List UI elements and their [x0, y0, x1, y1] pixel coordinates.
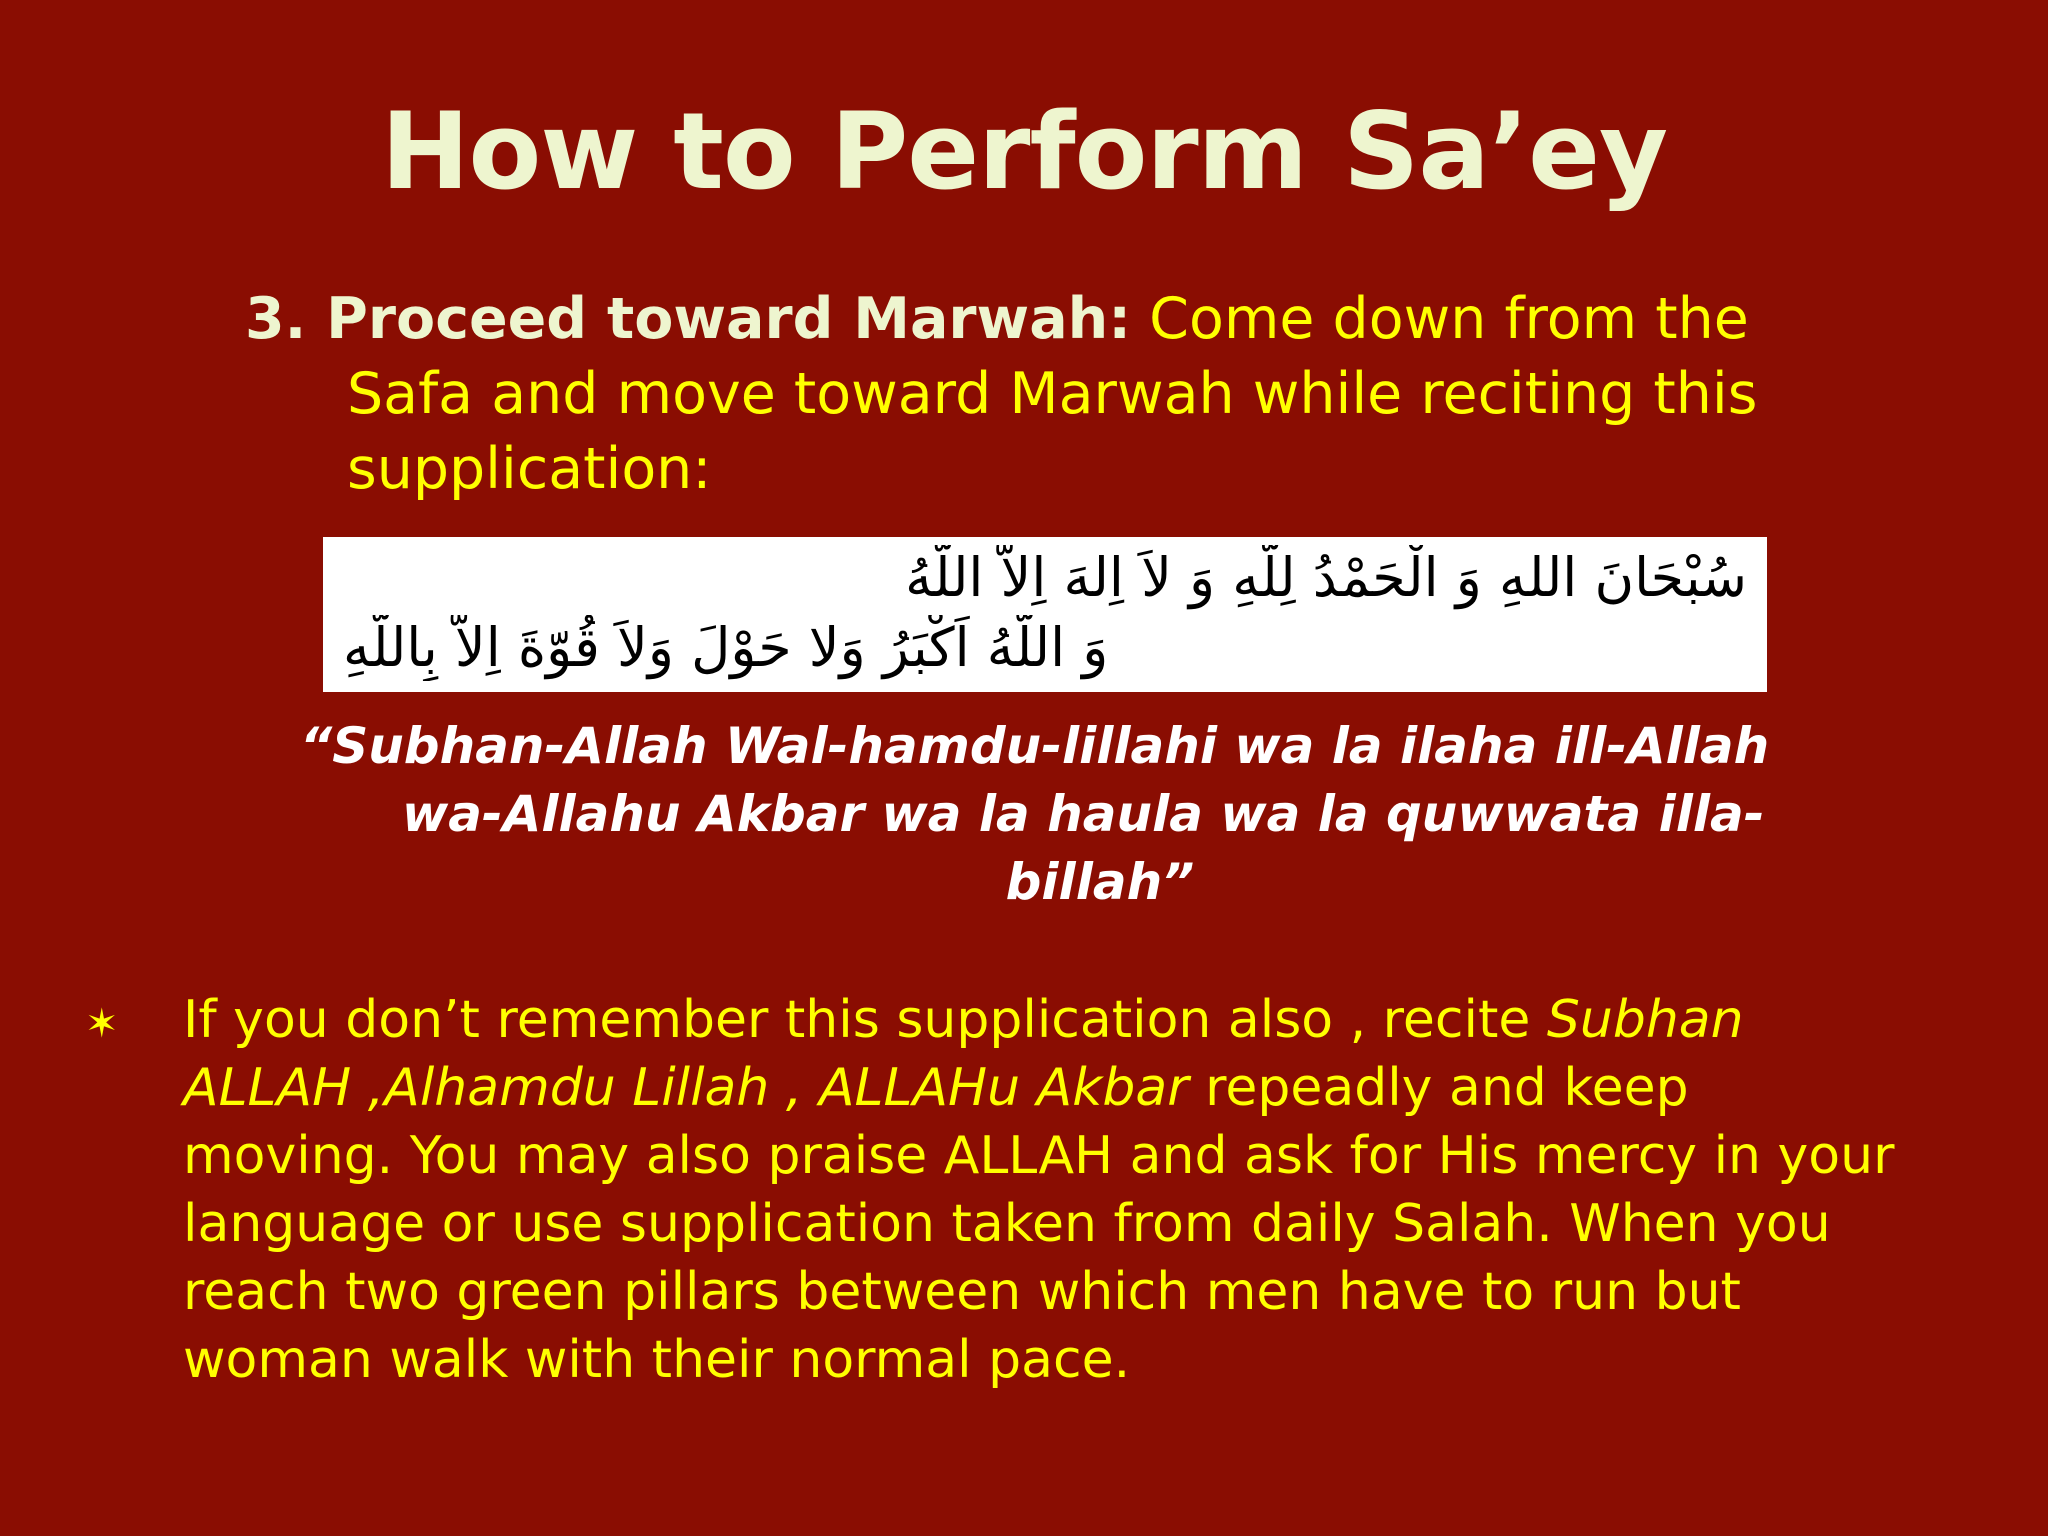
step-paragraph — [245, 282, 1765, 507]
bullet-line-1-italic: Subhan — [1546, 990, 1744, 1050]
bullet-line-1 — [183, 986, 1883, 1054]
transliteration-block — [260, 712, 1800, 916]
arabic-supplication-image — [323, 537, 1767, 692]
bullet-line-3: moving. You may also praise ALLAH and ask for His mercy in your — [183, 1126, 1895, 1186]
bullet-line-2-italic: ALLAH ,Alhamdu Lillah , ALLAHu Akbar — [183, 1058, 1189, 1118]
step-line-2: Safa and move toward Marwah while reciting this — [347, 361, 1758, 427]
transliteration-line-3: billah” — [1005, 853, 1195, 911]
step-line-3: supplication: — [347, 436, 712, 502]
step-line-1 — [245, 282, 1765, 357]
bullet-paragraph — [183, 986, 1895, 1394]
arabic-line-2: وَ اللّهُ اَكْبَرُ وَلا حَوْلَ وَلاَ قُوّةَ اِلاَّ بِاللّهِ — [343, 616, 1109, 679]
star-bullet-icon: ✶ — [85, 1001, 119, 1047]
bullet-line-2 — [183, 1054, 1883, 1122]
transliteration-line-1: “Subhan-Allah Wal-hamdu-lillahi wa la ilaha ill-Allah — [300, 717, 1770, 775]
arabic-line-1: سُبْحَانَ اللهِ وَ الْحَمْدُ لِلّهِ وَ لاَ اِلهَ اِلاّ اللّهُ — [905, 546, 1747, 609]
bullet-line-2-text: repeadly and keep — [1188, 1058, 1689, 1118]
slide-title: How to Perform Sa’ey — [380, 90, 1668, 213]
bullet-line-4: language or use supplication taken from daily Salah. When you — [183, 1194, 1831, 1254]
bullet-line-1-text: If you don’t remember this supplication also , recite — [183, 990, 1547, 1050]
transliteration-line-2: wa-Allahu Akbar wa la haula wa la quwwata illa- — [402, 785, 1765, 843]
bullet-line-6: woman walk with their normal pace. — [183, 1330, 1131, 1390]
bullet-line-5: reach two green pillars between which men have to run but — [183, 1262, 1741, 1322]
step-line-1-text: Come down from the — [1131, 286, 1749, 352]
step-label: 3. Proceed toward Marwah: — [245, 286, 1132, 352]
